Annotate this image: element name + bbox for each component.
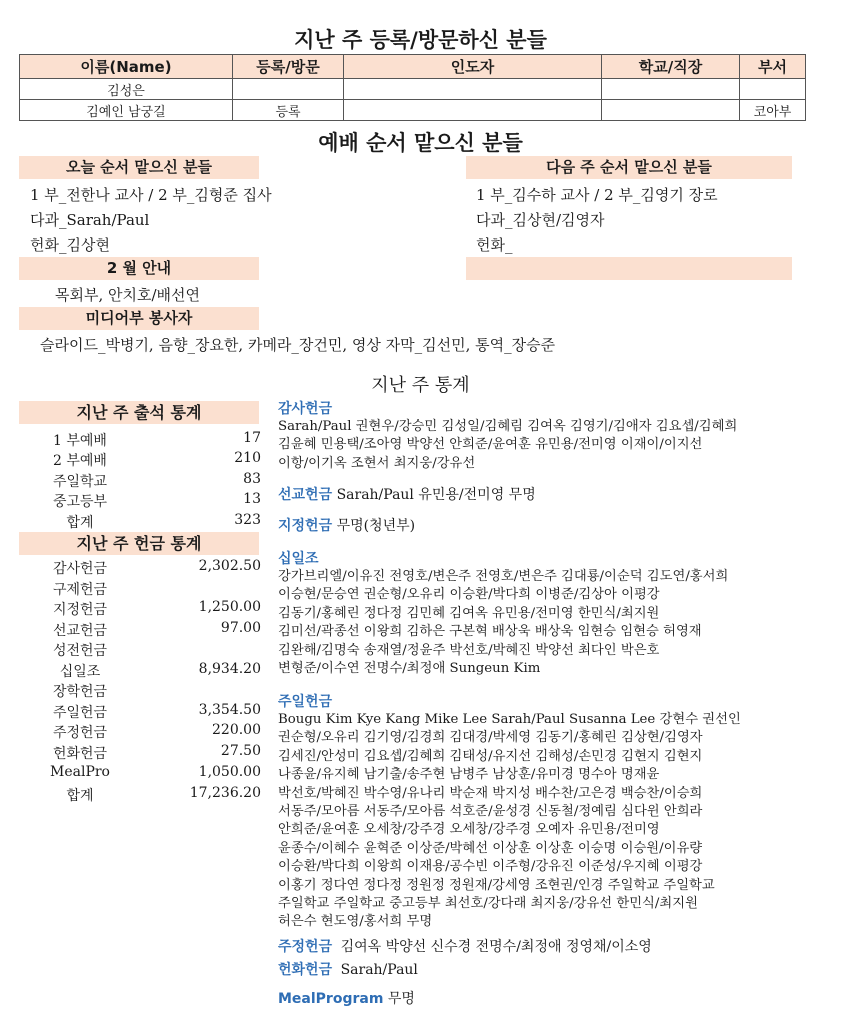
stat-label: 감사헌금 — [52, 561, 108, 577]
stat-label: 성전헌금 — [52, 643, 108, 659]
stat-label: 주일헌금 — [52, 705, 108, 721]
attendance-row — [25, 450, 261, 469]
stat-value: 1,250.00 — [198, 599, 261, 615]
offering-row — [25, 640, 261, 659]
table-row — [20, 100, 806, 121]
offering-row — [25, 722, 261, 741]
next-roles-header: 다음 주 순서 맡으신 분들 — [466, 156, 792, 179]
cell — [602, 79, 740, 100]
cell: 코아부 — [740, 100, 806, 121]
offering-total-row — [25, 785, 261, 804]
february-notice-header: 2 월 안내 — [19, 257, 259, 280]
jijeong-offering-names: 무명(청년부) — [336, 518, 416, 534]
stat-value: 323 — [234, 512, 261, 528]
seongyo-offering-line — [278, 484, 536, 504]
header-school-work: 학교/직장 — [602, 55, 740, 79]
cell — [602, 100, 740, 121]
stat-label: 합계 — [66, 515, 94, 531]
jijeong-offering-heading: 지정헌금 — [278, 518, 333, 534]
stat-value: 3,354.50 — [198, 702, 261, 718]
media-volunteers-text: 슬라이드_박병기, 음향_장요한, 카메라_장건민, 영상 자막_김선민, 통역_장승준 — [40, 336, 556, 354]
stat-label: 헌화헌금 — [52, 746, 108, 762]
stats-title: 지난 주 통계 — [371, 375, 470, 396]
sunday-offering-names: Bougu Kim Kye Kang Mike Lee Sarah/Paul Susanna Lee 강현수 권선인 권순형/오유리 김기영/김경희 김대경/박세영 김동기/홍혜린 김상현/김영자 김세진/안성미 김요셉/김혜희 김태성/유지선 김해성/손민경 김현지 김현지 나종윤/유지혜 남기출/송주현 남병주 남상훈/유미경 명수아 명재윤 박선호/박혜진 박수영/유나리 박순재 박지성 배수찬/고은경 백승찬/이승희 서동주/모아름 서동주/모아름 석호준/윤성경 신동철/정예림 심다윈 안희라 안희준/윤여훈 오세창/강주경 오세창/강주경 오예자 유민용/전미영 윤종수/이혜수 윤혁준 이상준/박혜선 이상훈 이상훈 이승명 이승원/이유량 이승환/박다희 이왕희 이재용/공수빈 이주형/강유진 이준성/우지혜 이평강 이홍기 정다연 정다정 정원정 정원재/강세영 조현권/인경 주일학교 주일학교 주일학교 주일학교 중고등부 최선호/강다래 최지웅/강유선 한민식/최지원 허은수 현도영/홍서희 무명 — [278, 712, 741, 930]
next-role-line: 헌화_ — [476, 236, 513, 254]
today-role-line: 1 부_전한나 교사 / 2 부_김형준 집사 — [30, 186, 272, 204]
attendance-stats-header: 지난 주 출석 통계 — [19, 401, 259, 424]
stat-value: 17,236.20 — [189, 785, 261, 801]
offering-row — [25, 558, 261, 577]
offering-row — [25, 681, 261, 700]
february-notice-text: 목회부, 안치호/배선연 — [55, 286, 201, 304]
attendance-total-row — [25, 512, 261, 531]
today-role-line: 헌화_김상현 — [30, 236, 110, 254]
stat-value: 27.50 — [220, 743, 261, 759]
registration-table — [19, 54, 806, 121]
offering-row — [25, 599, 261, 618]
seongyo-offering-heading: 선교헌금 — [278, 487, 333, 503]
next-role-line: 1 부_김수하 교사 / 2 부_김영기 장로 — [476, 186, 718, 204]
offering-row — [25, 743, 261, 762]
media-volunteers-header: 미디어부 봉사자 — [19, 307, 259, 330]
stat-value: 17 — [243, 430, 261, 446]
stat-label: 주정헌금 — [52, 725, 108, 741]
jujeong-offering-line — [278, 936, 652, 956]
stat-label: 합계 — [66, 788, 94, 804]
table-row — [20, 79, 806, 100]
offering-stats-header: 지난 주 헌금 통계 — [19, 532, 259, 555]
jujeong-offering-names: 김여옥 박양선 신수경 전명수/최정애 정영채/이소영 — [340, 939, 652, 955]
meal-program-names: 무명 — [387, 991, 415, 1007]
header-register-visit: 등록/방문 — [233, 55, 344, 79]
attendance-row — [25, 471, 261, 490]
stat-label: 1 부예배 — [53, 433, 107, 449]
stat-value: 8,934.20 — [198, 661, 261, 677]
offering-row — [25, 661, 261, 680]
registration-title: 지난 주 등록/방문하신 분들 — [294, 27, 547, 52]
flower-offering-line — [278, 959, 418, 979]
header-name: 이름(Name) — [20, 55, 233, 79]
cell: 김성은 — [20, 79, 233, 100]
offering-row — [25, 620, 261, 639]
attendance-row — [25, 491, 261, 510]
next-role-line: 다과_김상현/김영자 — [476, 211, 605, 229]
flower-offering-heading: 헌화헌금 — [278, 962, 333, 978]
cell — [233, 79, 344, 100]
gamsa-offering-names: Sarah/Paul 권현우/강승민 김성일/김혜림 김여옥 김영기/김애자 김요셉/김혜희 김윤혜 민용택/조아영 박양선 안희준/윤여훈 유민용/전미영 이재이/이지선 이항/이기옥 조현서 최지웅/강유선 — [278, 419, 738, 471]
cell: 등록 — [233, 100, 344, 121]
stat-label: 구제헌금 — [52, 582, 108, 598]
stat-value: 220.00 — [212, 722, 261, 738]
stat-value: 210 — [234, 450, 261, 466]
stat-value: 2,302.50 — [198, 558, 261, 574]
stat-value: 83 — [243, 471, 261, 487]
meal-program-heading: MealProgram — [278, 991, 384, 1007]
today-roles-header: 오늘 순서 맡으신 분들 — [19, 156, 259, 179]
stat-value: 13 — [243, 491, 261, 507]
cell — [740, 79, 806, 100]
stat-label: 십일조 — [59, 664, 101, 680]
stat-label: 중고등부 — [52, 494, 108, 510]
stat-label: 주일학교 — [52, 474, 108, 490]
stat-label: 2 부예배 — [53, 453, 107, 469]
stat-label: 지정헌금 — [52, 602, 108, 618]
worship-roles-title: 예배 순서 맡으신 분들 — [318, 130, 523, 155]
empty-highlight-bar — [466, 257, 792, 280]
flower-offering-names: Sarah/Paul — [340, 962, 418, 978]
offering-row — [25, 764, 261, 783]
today-role-line: 다과_Sarah/Paul — [30, 211, 150, 229]
offering-row — [25, 702, 261, 721]
stat-label: 장학헌금 — [52, 684, 108, 700]
jijeong-offering-line — [278, 515, 415, 535]
offering-row — [25, 579, 261, 598]
sunday-offering-heading: 주일헌금 — [278, 694, 333, 710]
stat-value: 1,050.00 — [198, 764, 261, 780]
registration-header-row — [20, 55, 806, 79]
stat-value: 97.00 — [220, 620, 261, 636]
header-guide: 인도자 — [344, 55, 602, 79]
stat-label: MealPro — [50, 764, 110, 780]
gamsa-offering-heading: 감사헌금 — [278, 401, 333, 417]
tithe-names: 강가브리엘/이유진 전영호/변은주 전영호/변은주 김대룡/이순덕 김도연/홍서희 이승현/문승연 권순형/오유리 이승환/박다희 이병준/김상아 이평강 김동기/홍혜린 정다정 김민혜 김여옥 유민용/전미영 한민식/최지원 김미선/곽종선 이왕희 김하은 구본혁 배상욱 배상욱 임현승 임현승 허영재 김완해/김명숙 송재열/정윤주 박선호/박혜진 박양선 최다인 박은호 변형준/이수연 전명수/최정애 Sungeun Kim — [278, 569, 729, 677]
seongyo-offering-names: Sarah/Paul 유민용/전미영 무명 — [336, 487, 536, 503]
cell — [344, 100, 602, 121]
header-department: 부서 — [740, 55, 806, 79]
stat-label: 선교헌금 — [52, 623, 108, 639]
jujeong-offering-heading: 주정헌금 — [278, 939, 333, 955]
cell — [344, 79, 602, 100]
meal-program-line — [278, 988, 415, 1008]
tithe-heading: 십일조 — [278, 551, 319, 567]
cell: 김예인 남궁길 — [20, 100, 233, 121]
attendance-row — [25, 430, 261, 449]
